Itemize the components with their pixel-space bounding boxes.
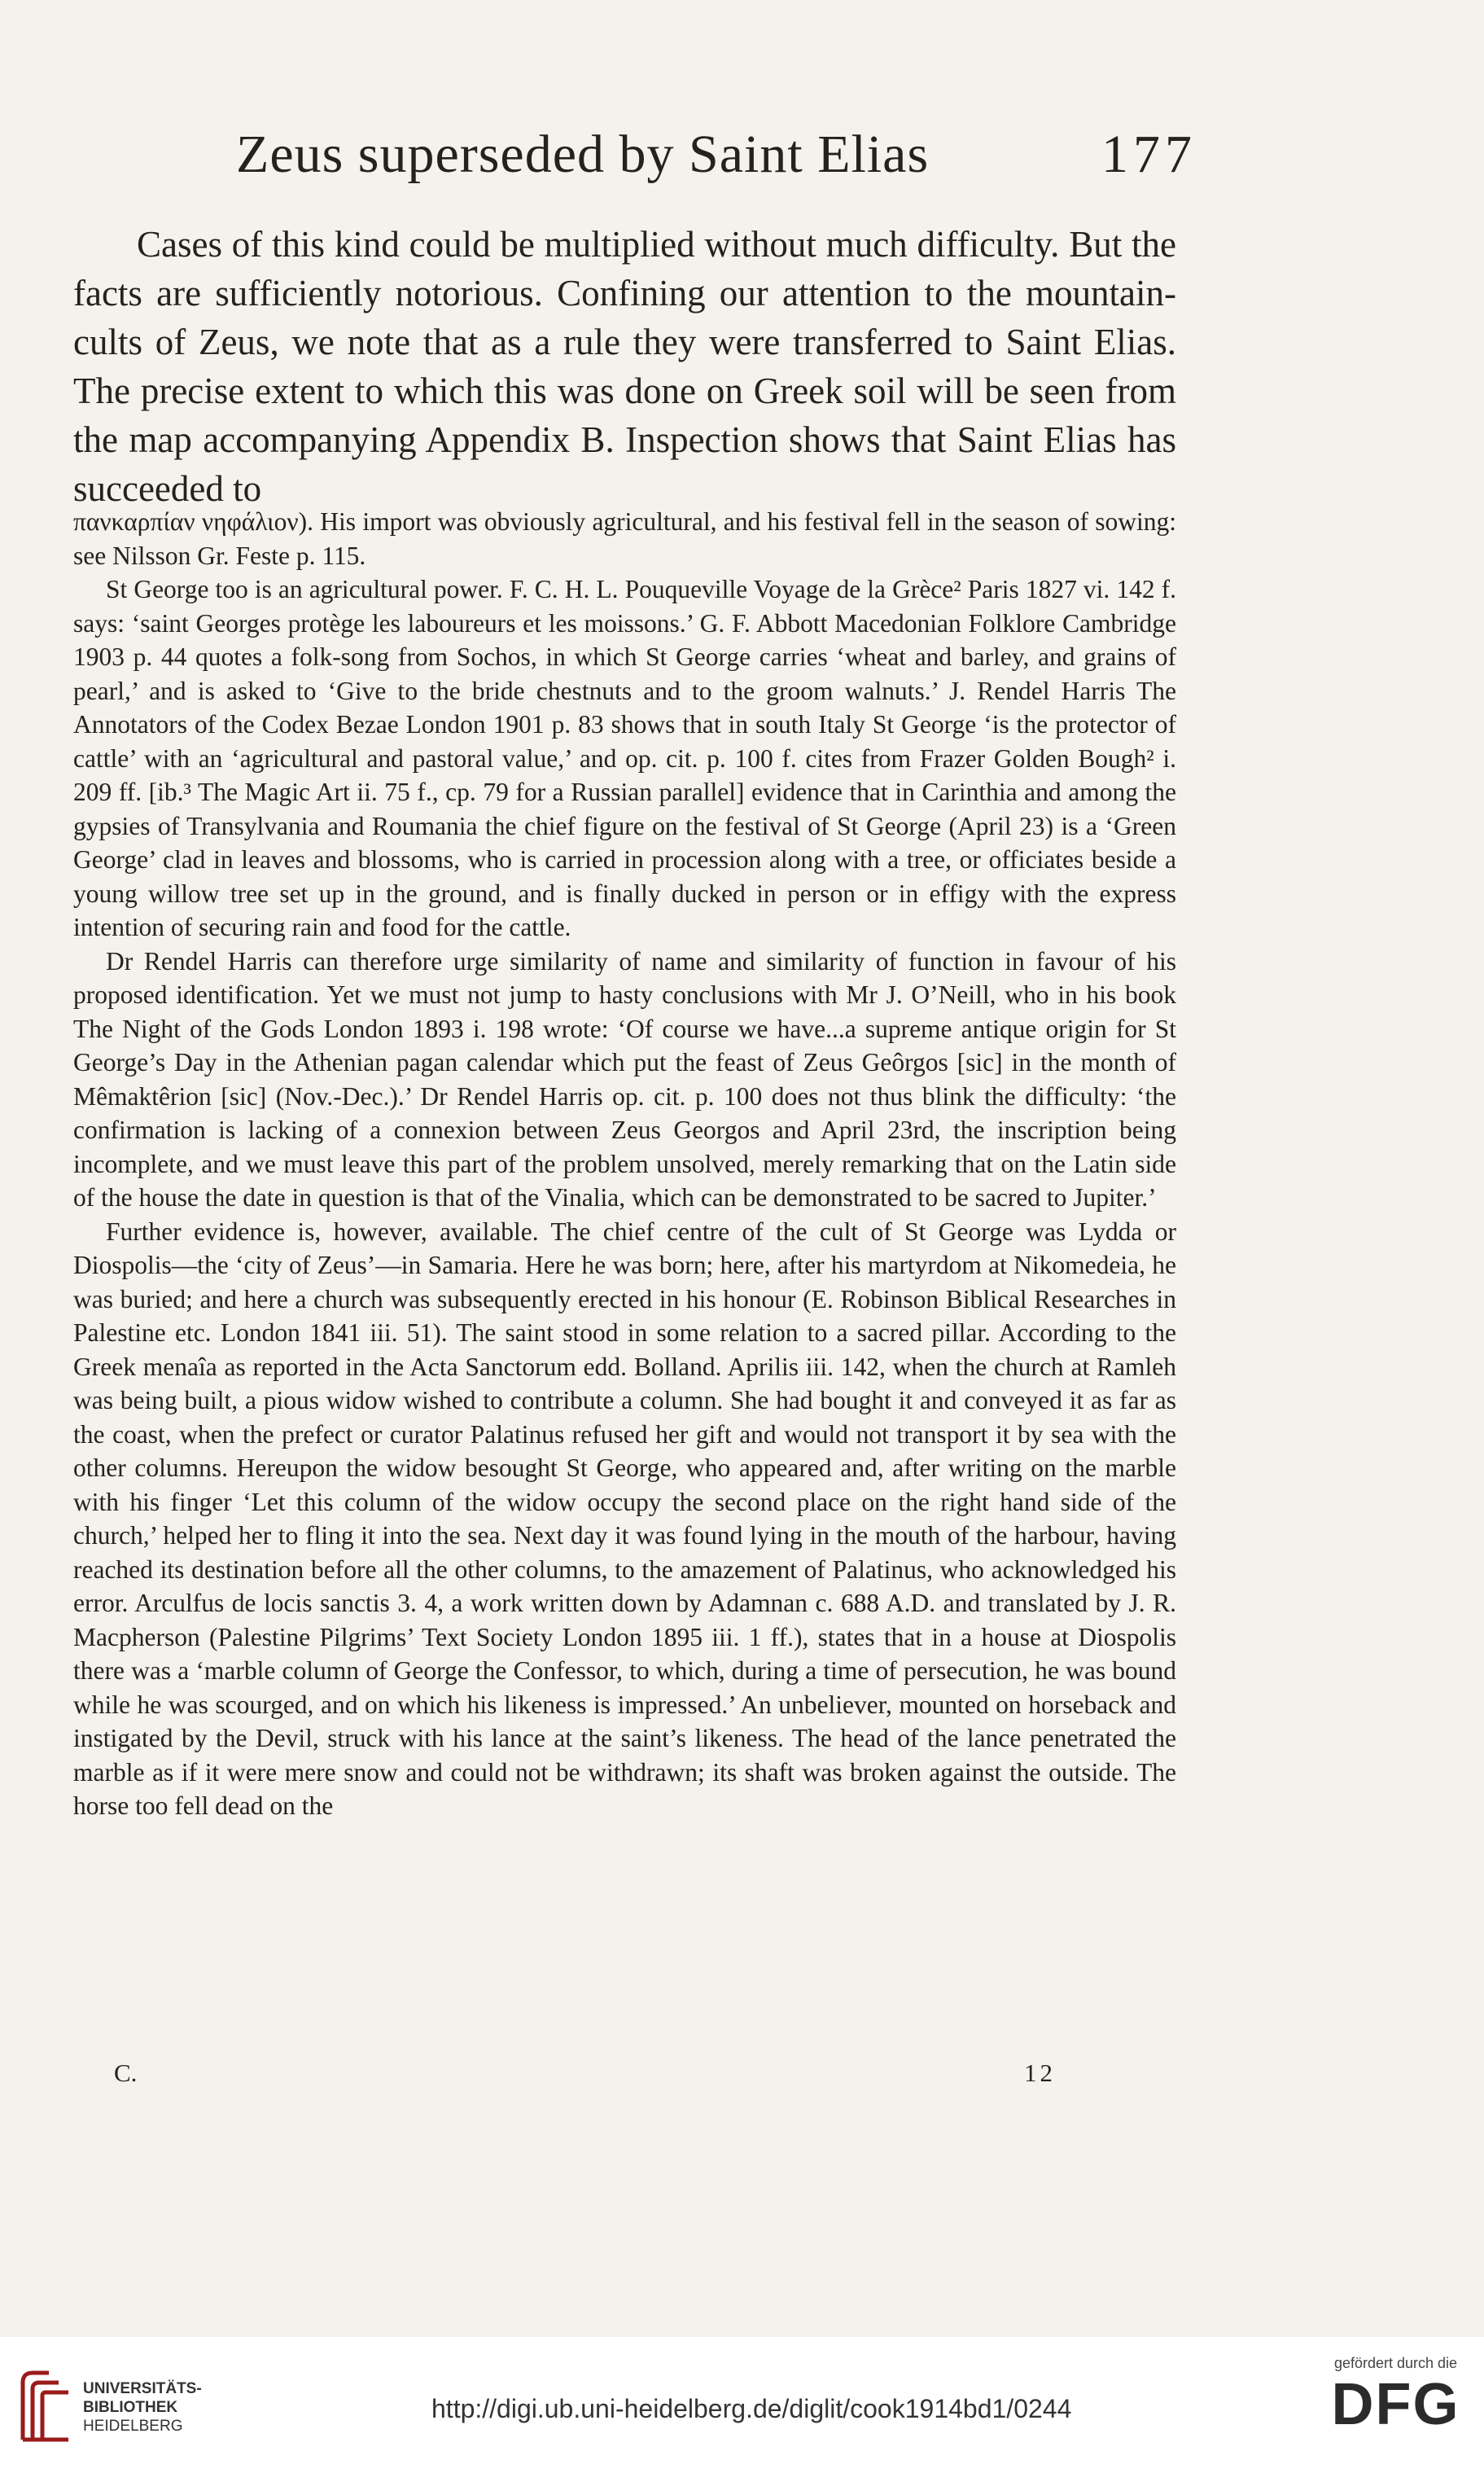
- footnotes-block: [73, 505, 1176, 1823]
- library-emblem-icon: [16, 2366, 75, 2448]
- signature-letter: C.: [114, 2059, 138, 2087]
- running-title: Zeus superseded by Saint Elias: [236, 125, 930, 184]
- library-logo[interactable]: [16, 2366, 202, 2448]
- library-line: HEIDELBERG: [83, 2418, 183, 2435]
- footnote-paragraph: Further evidence is, however, available. The chief centre of the cult of St George was Lydda or Diospolis—the ‘city of Zeus’—in Samaria. Here he was born; here, after his martyrdom at Nikomedeia, he was buried; and here a church was subsequently erected in his honour (E. Robinson Biblical Researches in Palestine etc. London 1841 iii. 51). The saint stood in some relation to a sacred pillar. According to the Greek menaîa as reported in the Acta Sanctorum edd. Bolland. Aprilis iii. 142, when the church at Ramleh was being built, a pious widow wished to contribute a column. She had bought it and conveyed it as far as the coast, when the prefect or curator Palatinus refused her gift and would not transport it by sea with the other columns. Hereupon the widow besought St George, who appeared and, after writing on the marble with his finger ‘Let this column of the widow occupy the second place on the right hand side of the church,’ helped her to fling it into the sea. Next day it was found lying in the mouth of the harbour, having reached its destination before all the other columns, to the amazement of Palatinus, who acknowledged his error. Arculfus de locis sanctis 3. 4, a work written down by Adamnan c. 688 A.D. and translated by J. R. Macpherson (Palestine Pilgrims’ Text Society London 1895 iii. 1 ff.), states that in a house at Diospolis there was a ‘marble column of George the Confessor, to which, during a time of persecution, he was bound while he was scourged, and on which his likeness is impressed.’ An unbeliever, mounted on horseback and instigated by the Devil, struck with his lance at the saint’s likeness. The head of the lance penetrated the marble as if it were mere snow and could not be withdrawn; its shaft was broken against the outside. The horse too fell dead on the: [73, 1217, 1176, 1820]
- footnote-paragraph: St George too is an agricultural power. F. C. H. L. Pouqueville Voyage de la Grèce² Paris 1827 vi. 142 f. says: ‘saint Georges protège les laboureurs et les moissons.’ G. F. Abbott Macedonian Folklore Cambridge 1903 p. 44 quotes a folk-song from Sochos, in which St George carries ‘wheat and barley, and grains of pearl,’ and is asked to ‘Give to the bride chestnuts and to the groom walnuts.’ J. Rendel Harris The Annotators of the Codex Bezae London 1901 p. 83 shows that in south Italy St George ‘is the protector of cattle’ with an ‘agricultural and pastoral value,’ and op. cit. p. 100 f. cites from Frazer Golden Bough² i. 209 ff. [ib.³ The Magic Art ii. 75 f., cp. 79 for a Russian parallel] evidence that in Carinthia and among the gypsies of Transylvania and Roumania the chief figure on the festival of St George (April 23) is a ‘Green George’ clad in leaves and blossoms, who is carried in procession along with a tree, or officiates beside a young willow tree set up in the ground, and is finally ducked in person or in effigy with the express intention of securing rain and food for the cattle.: [73, 575, 1176, 941]
- dfg-wordmark: DFG: [1331, 2372, 1460, 2437]
- library-name: [83, 2379, 202, 2436]
- signature-number: 12: [1024, 2059, 1056, 2087]
- footnote-paragraph: πανκαρπίαν νηφάλιον). His import was obviously agricultural, and his festival fell in the season of sowing: see Nilsson Gr. Feste p. 115.: [73, 507, 1176, 570]
- library-line: BIBLIOTHEK: [83, 2399, 178, 2416]
- dfg-logo[interactable]: [1320, 2355, 1471, 2437]
- page-number: 177: [1101, 125, 1197, 184]
- footnote-paragraph: Dr Rendel Harris can therefore urge similarity of name and similarity of function in favour of his proposed identification. Yet we must not jump to hasty conclusions with Mr J. O’Neill, who in his book The Night of the Gods London 1893 i. 198 wrote: ‘Of course we have...a supreme antique origin for St George’s Day in the Athenian pagan calendar which put the feast of Zeus Geôrgos [sic] in the month of Mêmaktêrion [sic] (Nov.-Dec.).’ Dr Rendel Harris op. cit. p. 100 does not thus blink the difficulty: ‘the confirmation is lacking of a connexion between Zeus Georgos and April 23rd, the inscription being incomplete, and we must leave this part of the problem unsolved, merely remarking that on the Latin side of the house the date in question is that of the Vinalia, which can be demonstrated to be sacred to Jupiter.’: [73, 946, 1176, 1212]
- digital-copy-url[interactable]: http://digi.ub.uni-heidelberg.de/diglit/cook1914bd1/0244: [431, 2394, 1072, 2423]
- digitization-footer-bar: [0, 2337, 1484, 2473]
- library-line: UNIVERSITÄTS-: [83, 2380, 202, 2397]
- running-header: [236, 122, 1197, 187]
- main-text-paragraph: Cases of this kind could be multiplied without much difficulty. But the facts are sufficiently notorious. Confining our attention to the mountain-cults of Zeus, we note that as a rule they were transferred to Saint Elias. The precise extent to which this was done on Greek soil will be seen from the map accompanying Appendix B. Inspection shows that Saint Elias has succeeded to: [73, 224, 1176, 509]
- funding-caption: gefördert durch die: [1333, 2355, 1458, 2371]
